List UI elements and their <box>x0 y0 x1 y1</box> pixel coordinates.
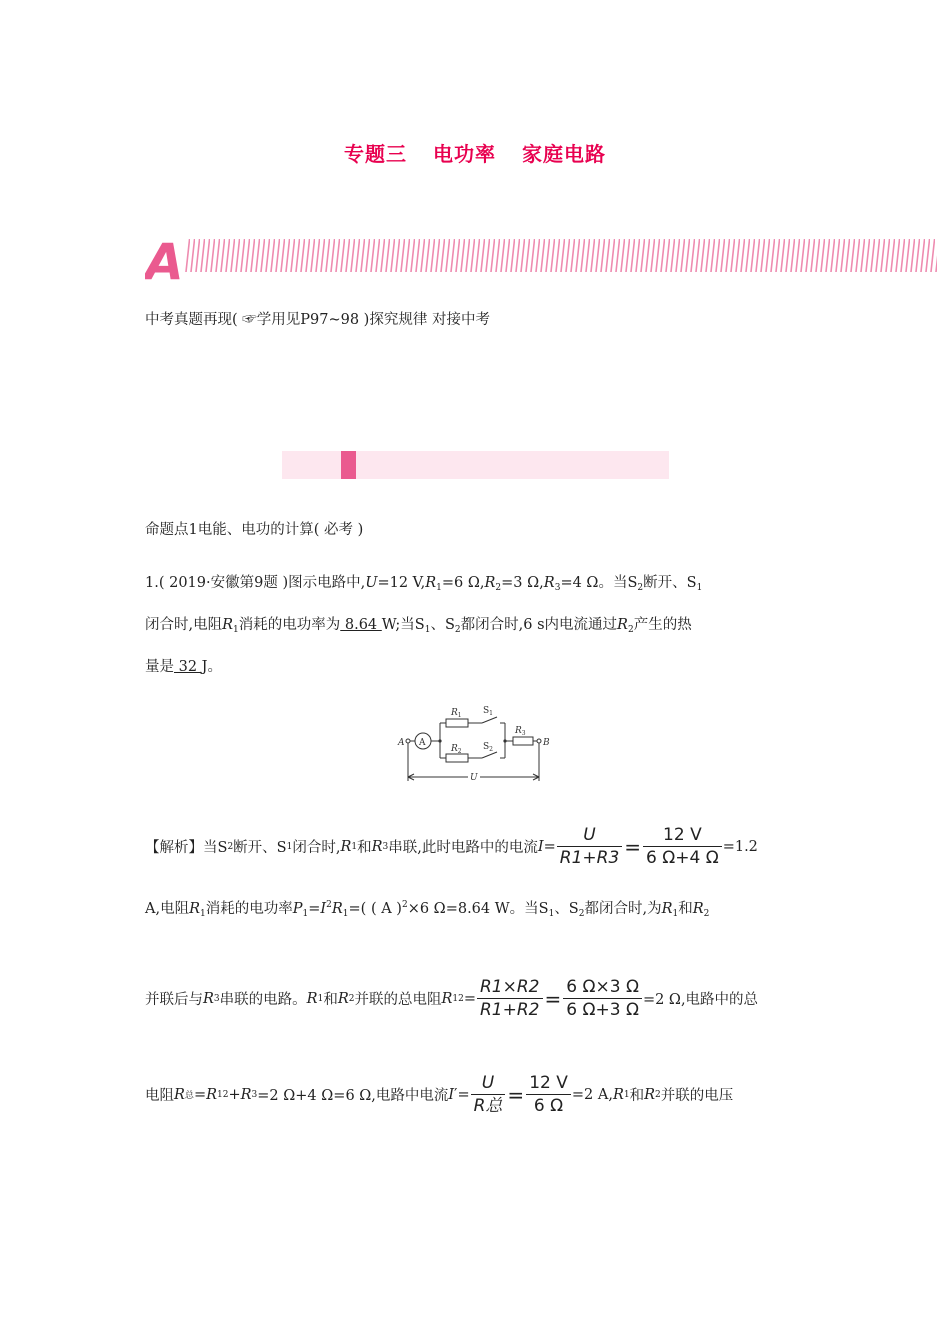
r2-label: $R_2$ <box>451 744 462 755</box>
answer-blank-1: 8.64 <box>340 617 382 633</box>
fraction-parallel-resistance: $\frac{R1\times R2}{R1+R2}$ <box>477 976 543 1021</box>
analysis-line-3: 并联后与 R 3 串联的电路。 R 1 和 R 2 并联的总电阻 R 12 = $\frac{R1\times R2}{R1+R2}$ = $\frac{6 \Omega\times 3 \Omega}{6 \Omega+3 \Omega}$ =2 Ω,电路中的总 <box>145 977 759 1020</box>
section-bar-marker <box>341 451 356 479</box>
intro-line: 中考真题再现( ☞学用见P97~98 )探究规律 对接中考 <box>145 312 490 328</box>
title-part-1: 专题三 <box>344 142 408 166</box>
title-part-2: 电功率 <box>433 142 496 166</box>
analysis-tag: 【解析】 <box>145 840 203 856</box>
terminal-b-label: B <box>543 738 550 748</box>
fraction-parallel-resistance-values: $\frac{6 \Omega\times 3 \Omega}{6 \Omega+3 \Omega}$ <box>563 976 642 1021</box>
ammeter-symbol: A <box>419 738 426 748</box>
question-line-1: 1.( 2019·安徽第9题 )图示电路中,U=12 $V,R_1=6$ $\Omega,R_2=3$ $\Omega,R_3=4$ Ω。当$S_2$断开、$S_1$ <box>145 575 703 593</box>
fraction-current-1: $\frac{U}{R1+R3}$ <box>557 824 623 869</box>
question-line-3: 量是 32 J。 <box>145 659 222 675</box>
voltage-label: U <box>470 773 478 783</box>
s2-label: $S_2$ <box>483 742 493 753</box>
analysis-line-1: 【解析】 当S 2 断开、S 1 闭合时, R 1 和 R 3 串联,此时电路中的电流 I = $\frac{U}{R1+R3}$ = $\frac{12 V}{6 \Omega+4 \Omega}$ =1.2 <box>145 825 758 868</box>
fraction-current-1-values: $\frac{12 V}{6 \Omega+4 \Omega}$ <box>643 824 722 869</box>
section-a-banner <box>145 235 937 281</box>
circuit-diagram <box>396 700 556 786</box>
question-line-2: 闭合时,电阻$R_1$消耗的电功率为 8.64 W;当$S_1$、$S_2$都闭合时,6 s内电流通过$R_2$产生的热 <box>145 617 692 635</box>
terminal-a-label: A <box>398 738 405 748</box>
analysis-line-2: A,电阻$R_1$消耗的电功率$P_1=I^2R_1=$( ( A )$^2$×6 Ω=8.64 W。当$S_1$、$S_2$都闭合时,为$R_1$和$R_2$ <box>145 900 710 919</box>
analysis-line-4: 电阻 R 总 = R 12 + R 3 =2 Ω+4 Ω=6 Ω,电路中电流 I ′= $\frac{U}{\text{R总}}$ = $\frac{12 V}{6 \Omega}$ =2 A, R 1 和 R 2 并联的电压 <box>145 1073 734 1116</box>
fraction-current-2-values: $\frac{12 V}{6 \Omega}$ <box>526 1072 571 1117</box>
r1-label: $R_1$ <box>451 708 462 719</box>
section-heading: 命题点1电能、电功的计算( 必考 ) <box>145 522 364 538</box>
title-part-3: 家庭电路 <box>521 142 606 166</box>
fraction-current-2: $\frac{U}{\text{R总}}$ <box>471 1072 506 1117</box>
banner-letter-a: A <box>145 235 184 281</box>
page-title <box>0 138 950 167</box>
r3-label: $R_3$ <box>515 726 526 737</box>
s1-label: $S_1$ <box>483 706 493 717</box>
answer-blank-2: 32 <box>174 659 202 675</box>
